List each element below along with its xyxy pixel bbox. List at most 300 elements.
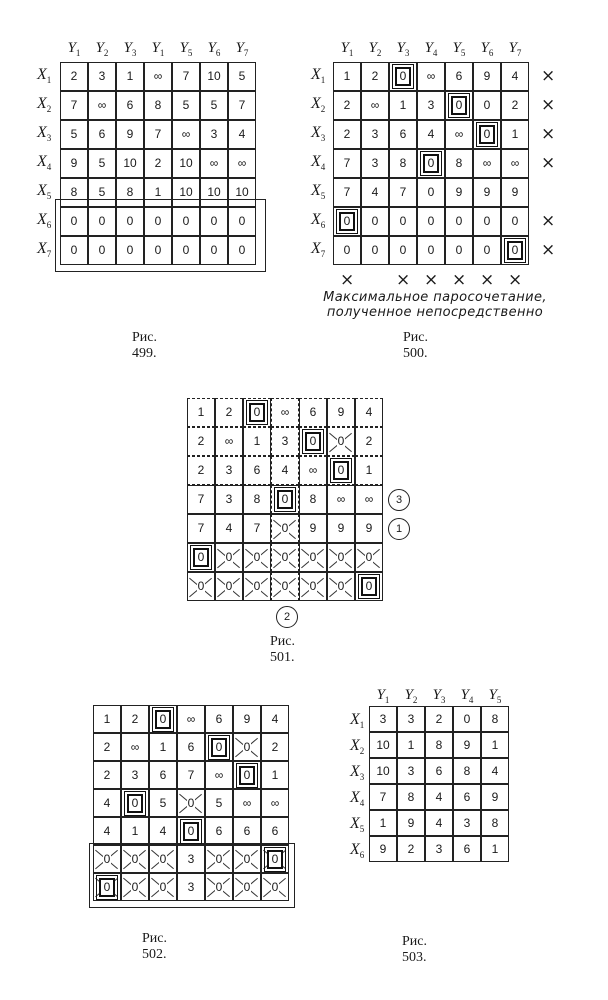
cell-value: 10 [123, 156, 137, 170]
cell-value: 3 [210, 127, 218, 141]
cell-value: 3 [427, 98, 435, 112]
cell-value: ∞ [510, 156, 520, 170]
matrix-cell [369, 836, 397, 862]
matrix-cell [389, 149, 417, 178]
cell-value: 2 [511, 98, 519, 112]
cell-value: 0 [333, 461, 350, 480]
column-header: $Y_5$ [452, 40, 466, 58]
cell-value: 0 [281, 550, 289, 564]
column-cross-mark: × [452, 270, 467, 290]
cell-value: 2 [343, 127, 351, 141]
cell-value: 8 [491, 815, 499, 830]
matrix-cell [417, 120, 445, 149]
cell-value: 0 [281, 521, 289, 535]
row-cross-mark: × [541, 240, 556, 260]
column-cross-mark: × [480, 270, 495, 290]
matrix-cell [299, 543, 327, 572]
matrix-cell [355, 398, 383, 427]
cell-value: 0 [187, 795, 195, 810]
cell-value: 7 [399, 185, 407, 199]
matrix-cell [228, 91, 256, 120]
cell-value: 6 [98, 127, 106, 141]
matrix-cell [355, 514, 383, 543]
matrix-cell [453, 706, 481, 732]
matrix-cell [271, 427, 299, 456]
cell-value: 9 [309, 521, 317, 535]
cell-value: 0 [193, 548, 210, 567]
row-cross-mark: × [541, 66, 556, 86]
matrix-cell [172, 62, 200, 91]
matrix-cell [233, 845, 261, 873]
column-cross-mark: × [396, 270, 411, 290]
cell-value: 6 [463, 789, 471, 804]
row-header: $X_1$ [311, 66, 326, 86]
matrix-cell [355, 427, 383, 456]
cell-value: 9 [491, 789, 499, 804]
matrix-cell [177, 761, 205, 789]
matrix-cell [261, 873, 289, 901]
cell-value: 3 [187, 851, 195, 866]
matrix-cell [355, 543, 383, 572]
matrix-cell [88, 91, 116, 120]
cell-value: 4 [365, 405, 373, 419]
cell-value: 5 [210, 98, 218, 112]
cell-value: 8 [253, 492, 261, 506]
matrix-cell [327, 456, 355, 485]
matrix-cell [93, 761, 121, 789]
matrix-cell [397, 758, 425, 784]
matrix-cell [60, 178, 88, 207]
cell-value: 0 [225, 550, 233, 564]
matrix-cell [233, 761, 261, 789]
matrix-cell [299, 514, 327, 543]
cell-value: 1 [126, 69, 134, 83]
cell-value: ∞ [336, 492, 346, 506]
cell-value: 4 [271, 711, 279, 726]
column-header: $Y_1$ [376, 687, 390, 705]
matrix-cell [172, 120, 200, 149]
matrix-cell [355, 485, 383, 514]
column-header: $Y_5$ [179, 40, 193, 58]
row-header: $X_1$ [350, 711, 365, 731]
matrix-cell [361, 62, 389, 91]
row-header: $X_6$ [350, 841, 365, 861]
matrix-cell [299, 427, 327, 456]
cell-value: 0 [281, 579, 289, 593]
matrix-cell [144, 207, 172, 236]
row-cross-mark: × [541, 124, 556, 144]
matrix-cell [389, 207, 417, 236]
matrix-cell [215, 456, 243, 485]
matrix-cell [60, 120, 88, 149]
row-header: $X_2$ [37, 95, 52, 115]
matrix-cell [355, 572, 383, 601]
cell-value: 0 [309, 579, 317, 593]
cell-value: 1 [271, 767, 279, 782]
cell-value: 4 [281, 463, 289, 477]
cell-value: 0 [511, 214, 519, 228]
matrix-cell [261, 705, 289, 733]
matrix-cell [205, 789, 233, 817]
cell-value: ∞ [181, 127, 191, 141]
matrix-cell [369, 810, 397, 836]
matrix-cell [149, 845, 177, 873]
row-header: $X_4$ [311, 153, 326, 173]
cell-value: 0 [155, 710, 172, 729]
cell-value: 0 [455, 243, 463, 257]
cell-value: 4 [103, 795, 111, 810]
matrix-cell [243, 427, 271, 456]
column-header: $Y_3$ [123, 40, 137, 58]
cell-value: 0 [427, 214, 435, 228]
cell-value: ∞ [224, 434, 234, 448]
cell-value: 1 [154, 185, 162, 199]
caption-501: Рис. 501. [270, 634, 295, 665]
cell-value: 0 [182, 243, 190, 257]
cell-value: 7 [343, 185, 351, 199]
cell-value: 5 [182, 98, 190, 112]
matrix-cell [228, 62, 256, 91]
cell-value: 6 [435, 763, 443, 778]
cell-value: 0 [399, 214, 407, 228]
cell-value: 8 [309, 492, 317, 506]
matrix-cell [299, 572, 327, 601]
column-header: $Y_2$ [95, 40, 109, 58]
matrix-cell [327, 427, 355, 456]
cell-value: 5 [238, 69, 246, 83]
row-cross-mark: × [541, 153, 556, 173]
matrix-cell [177, 845, 205, 873]
cell-value: 4 [238, 127, 246, 141]
matrix-cell [144, 178, 172, 207]
matrix-cell [149, 817, 177, 845]
cell-value: 9 [483, 69, 491, 83]
matrix-cell [271, 398, 299, 427]
matrix-cell [333, 62, 361, 91]
matrix-cell [481, 836, 509, 862]
cell-value: 3 [98, 69, 106, 83]
matrix-cell [481, 758, 509, 784]
matrix-cell [397, 810, 425, 836]
matrix-cell [417, 178, 445, 207]
row-header: $X_3$ [311, 124, 326, 144]
matrix-cell [116, 236, 144, 265]
cell-value: 6 [215, 823, 223, 838]
matrix-cell [116, 207, 144, 236]
cell-value: 0 [238, 243, 246, 257]
cell-value: ∞ [153, 69, 163, 83]
matrix-cell [243, 543, 271, 572]
cell-value: 3 [225, 463, 233, 477]
cell-value: 0 [131, 851, 139, 866]
cell-value: 0 [70, 214, 78, 228]
cell-value: 3 [131, 767, 139, 782]
matrix-cell [453, 810, 481, 836]
matrix-cell [187, 543, 215, 572]
matrix-cell [233, 705, 261, 733]
cell-value: 0 [361, 577, 378, 596]
matrix-cell [200, 120, 228, 149]
column-header: $Y_4$ [460, 687, 474, 705]
cell-value: 8 [407, 789, 415, 804]
matrix-cell [501, 236, 529, 265]
matrix-cell [215, 398, 243, 427]
cell-value: 6 [243, 823, 251, 838]
matrix-cell [93, 789, 121, 817]
matrix-cell [425, 836, 453, 862]
matrix-cell [93, 845, 121, 873]
matrix-cell [333, 178, 361, 207]
caption-499: Рис. 499. [132, 330, 157, 361]
cell-value: 0 [103, 851, 111, 866]
matrix-cell [417, 91, 445, 120]
column-header: $Y_6$ [480, 40, 494, 58]
cell-value: 0 [271, 879, 279, 894]
matrix-cell [233, 733, 261, 761]
cell-value: 9 [379, 841, 387, 856]
row-header: $X_6$ [311, 211, 326, 231]
cell-value: 7 [187, 767, 195, 782]
row-cross-mark: × [541, 211, 556, 231]
cell-value: 2 [407, 841, 415, 856]
cell-value: 7 [154, 127, 162, 141]
matrix-cell [172, 149, 200, 178]
cell-value: 9 [337, 405, 345, 419]
matrix-cell [299, 456, 327, 485]
matrix-cell [445, 91, 473, 120]
cell-value: 9 [511, 185, 519, 199]
cell-value: 3 [225, 492, 233, 506]
matrix-cell [361, 91, 389, 120]
matrix-cell [327, 543, 355, 572]
cell-value: 3 [281, 434, 289, 448]
cell-value: 7 [182, 69, 190, 83]
matrix-cell [445, 120, 473, 149]
matrix-cell [228, 236, 256, 265]
row-header: $X_4$ [37, 153, 52, 173]
cell-value: ∞ [186, 711, 196, 726]
cell-value: 8 [491, 711, 499, 726]
matrix-cell [200, 91, 228, 120]
cell-value: 2 [225, 405, 233, 419]
matrix-cell [228, 207, 256, 236]
matrix-cell [93, 873, 121, 901]
matrix-cell [473, 236, 501, 265]
column-header: $Y_3$ [432, 687, 446, 705]
cell-value: ∞ [237, 156, 247, 170]
row-header: $X_2$ [311, 95, 326, 115]
matrix-cell [271, 456, 299, 485]
cell-value: 4 [427, 127, 435, 141]
cell-value: 3 [371, 127, 379, 141]
cell-value: 1 [103, 711, 111, 726]
matrix-cell [445, 62, 473, 91]
matrix-cell [453, 836, 481, 862]
cell-value: 2 [103, 767, 111, 782]
cell-value: 0 [337, 579, 345, 593]
matrix-cell [453, 732, 481, 758]
matrix-cell [369, 732, 397, 758]
matrix-cell [88, 62, 116, 91]
cell-value: 6 [463, 841, 471, 856]
cell-value: 0 [253, 550, 261, 564]
cell-value: 1 [491, 841, 499, 856]
matrix-cell [93, 733, 121, 761]
cell-value: 1 [511, 127, 519, 141]
cell-value: 1 [343, 69, 351, 83]
matrix-cell [187, 427, 215, 456]
cell-value: 0 [507, 241, 524, 260]
matrix-cell [243, 456, 271, 485]
matrix-cell [205, 817, 233, 845]
cell-value: 0 [98, 243, 106, 257]
circled-row-number: 1 [388, 518, 410, 540]
cell-value: 4 [159, 823, 167, 838]
matrix-cell [389, 236, 417, 265]
matrix-cell [389, 120, 417, 149]
column-header: $Y_7$ [235, 40, 249, 58]
matrix-cell [177, 705, 205, 733]
cell-value: 2 [435, 711, 443, 726]
cell-value: 2 [371, 69, 379, 83]
column-cross-mark: × [340, 270, 355, 290]
matrix-cell [60, 91, 88, 120]
cell-value: 6 [215, 711, 223, 726]
matrix-cell [116, 62, 144, 91]
cell-value: 4 [371, 185, 379, 199]
cell-value: 0 [225, 579, 233, 593]
matrix-cell [200, 178, 228, 207]
cell-value: 10 [207, 185, 221, 199]
matrix-cell [445, 207, 473, 236]
cell-value: 3 [371, 156, 379, 170]
cell-value: 0 [483, 214, 491, 228]
matrix-cell [327, 572, 355, 601]
matrix-cell [473, 62, 501, 91]
cell-value: 0 [249, 403, 266, 422]
matrix-cell [60, 149, 88, 178]
matrix-499 [60, 62, 256, 265]
matrix-cell [172, 207, 200, 236]
cell-value: 0 [211, 738, 228, 757]
matrix-cell [88, 178, 116, 207]
cell-value: ∞ [242, 795, 252, 810]
matrix-cell [501, 178, 529, 207]
matrix-cell [205, 845, 233, 873]
cell-value: 0 [238, 214, 246, 228]
matrix-cell [425, 758, 453, 784]
matrix-cell [233, 789, 261, 817]
matrix-cell [215, 485, 243, 514]
cell-value: 0 [483, 98, 491, 112]
cell-value: 0 [483, 243, 491, 257]
column-header: $Y_5$ [488, 687, 502, 705]
matrix-cell [121, 789, 149, 817]
matrix-cell [93, 705, 121, 733]
column-header: $Y_7$ [508, 40, 522, 58]
matrix-cell [187, 572, 215, 601]
cell-value: 3 [407, 711, 415, 726]
column-header: $Y_2$ [404, 687, 418, 705]
matrix-cell [299, 398, 327, 427]
matrix-cell [121, 873, 149, 901]
cell-value: ∞ [130, 739, 140, 754]
cell-value: 4 [491, 763, 499, 778]
cell-value: 9 [407, 815, 415, 830]
matrix-cell [88, 120, 116, 149]
cell-value: 6 [159, 767, 167, 782]
matrix-cell [261, 845, 289, 873]
row-header: $X_7$ [37, 240, 52, 260]
cell-value: 2 [131, 711, 139, 726]
matrix-cell [93, 817, 121, 845]
matrix-cell [233, 817, 261, 845]
matrix-cell [481, 706, 509, 732]
cell-value: 4 [435, 815, 443, 830]
matrix-cell [473, 149, 501, 178]
circled-row-number: 3 [388, 489, 410, 511]
row-header: $X_7$ [311, 240, 326, 260]
cell-value: 6 [271, 823, 279, 838]
matrix-cell [397, 836, 425, 862]
cell-value: 0 [371, 214, 379, 228]
cell-value: 0 [371, 243, 379, 257]
column-header: $Y_6$ [207, 40, 221, 58]
column-cross-mark: × [508, 270, 523, 290]
cell-value: 0 [127, 794, 144, 813]
matrix-cell [361, 149, 389, 178]
cell-value: 10 [179, 185, 193, 199]
matrix-cell [121, 817, 149, 845]
cell-value: 7 [253, 521, 261, 535]
matrix-cell [473, 178, 501, 207]
cell-value: 4 [225, 521, 233, 535]
matrix-cell [215, 543, 243, 572]
matrix-cell [327, 514, 355, 543]
matrix-cell [389, 178, 417, 207]
matrix-cell [261, 817, 289, 845]
matrix-cell [88, 207, 116, 236]
matrix-502 [93, 705, 289, 901]
matrix-cell [397, 706, 425, 732]
cell-value: ∞ [214, 767, 224, 782]
matrix-cell [187, 398, 215, 427]
column-header: $Y_4$ [424, 40, 438, 58]
cell-value: 0 [159, 879, 167, 894]
cell-value: 0 [427, 243, 435, 257]
cell-value: ∞ [308, 463, 318, 477]
cell-value: 5 [159, 795, 167, 810]
matrix-cell [299, 485, 327, 514]
cell-value: 0 [455, 214, 463, 228]
matrix-cell [261, 789, 289, 817]
matrix-cell [453, 784, 481, 810]
cell-value: 1 [491, 737, 499, 752]
cell-value: ∞ [364, 492, 374, 506]
column-header: $Y_1$ [151, 40, 165, 58]
cell-value: ∞ [370, 98, 380, 112]
matrix-cell [333, 236, 361, 265]
cell-value: 2 [103, 739, 111, 754]
cell-value: 1 [197, 405, 205, 419]
matrix-503 [369, 706, 509, 862]
matrix-cell [144, 236, 172, 265]
cell-value: 9 [455, 185, 463, 199]
cell-value: 0 [309, 550, 317, 564]
cell-value: 6 [309, 405, 317, 419]
cell-value: ∞ [270, 795, 280, 810]
row-header: $X_2$ [350, 737, 365, 757]
